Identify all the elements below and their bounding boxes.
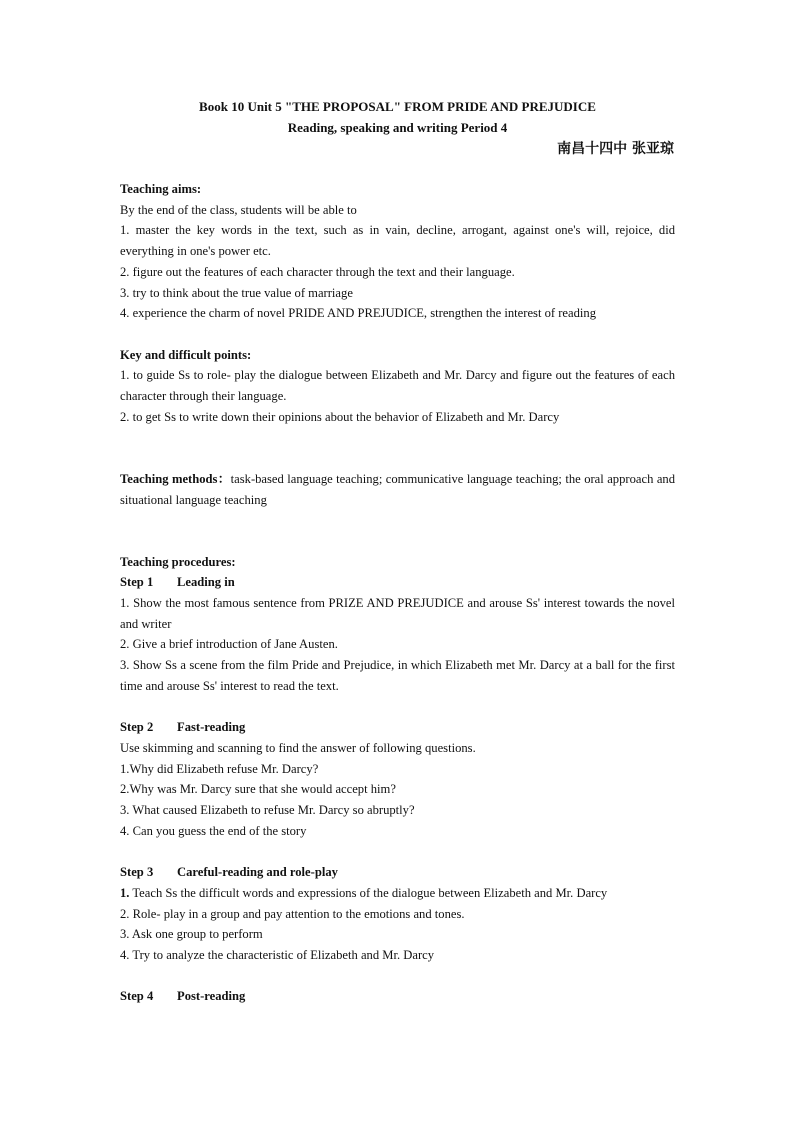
document-body	[120, 179, 675, 1007]
list-item: 1. to guide Ss to role- play the dialogue between Elizabeth and Mr. Darcy and figure out the features of each character through their language.	[120, 368, 675, 404]
list-number: 1.	[120, 885, 130, 900]
step-number: Step 4	[120, 989, 154, 1004]
section-heading: Teaching procedures:	[120, 554, 236, 569]
step-heading	[120, 717, 675, 738]
step-title: Careful-reading and role-play	[177, 865, 338, 880]
list-text: Teach Ss the difficult words and expressions of the dialogue between Elizabeth and Mr. Darcy	[129, 885, 608, 900]
list-item: 1. master the key words in the text, such as in vain, decline, arrogant, against one's will, rejoice, did everything in one's power etc.	[120, 223, 675, 259]
paragraph	[120, 469, 675, 510]
list-item: 2. figure out the features of each character through the text and their language.	[120, 264, 515, 279]
step-title: Leading in	[177, 575, 235, 590]
paragraph: By the end of the class, students will be able to	[120, 202, 357, 217]
list-item: 2. Role- play in a group and pay attention to the emotions and tones.	[120, 906, 465, 921]
list-item: 1.Why did Elizabeth refuse Mr. Darcy?	[120, 761, 319, 776]
step-title: Post-reading	[177, 989, 246, 1004]
methods-text: task-based language teaching; communicative language teaching; the oral approach and situational language teaching	[120, 471, 675, 507]
list-item: 4. experience the charm of novel PRIDE AND PREJUDICE, strengthen the interest of reading	[120, 306, 596, 321]
section-heading: Teaching methods：	[120, 471, 231, 486]
list-item: 3. What caused Elizabeth to refuse Mr. Darcy so abruptly?	[120, 803, 415, 818]
author-line: 南昌十四中 张亚琼	[557, 141, 674, 157]
list-item	[120, 883, 675, 904]
teaching-methods-section	[120, 469, 675, 510]
list-item: 3. try to think about the true value of marriage	[120, 285, 353, 300]
step-heading	[120, 862, 675, 883]
step-number: Step 1	[120, 575, 154, 590]
list-item: 3. Ask one group to perform	[120, 927, 263, 942]
list-item: 2. Give a brief introduction of Jane Austen.	[120, 637, 338, 652]
paragraph: Use skimming and scanning to find the answer of following questions.	[120, 740, 476, 755]
list-item: 2. to get Ss to write down their opinions about the behavior of Elizabeth and Mr. Darcy	[120, 409, 560, 424]
key-points-section	[120, 345, 675, 428]
step-heading	[120, 572, 675, 593]
list-item: 4. Try to analyze the characteristic of Elizabeth and Mr. Darcy	[120, 947, 435, 962]
teaching-aims-section	[120, 179, 675, 324]
list-item: 4. Can you guess the end of the story	[120, 823, 307, 838]
step-number: Step 2	[120, 720, 154, 735]
list-item: 3. Show Ss a scene from the film Pride and Prejudice, in which Elizabeth met Mr. Darcy at a ball for the first time and arouse Ss' interest to read the text.	[120, 658, 675, 693]
list-item: 1. Show the most famous sentence from PRIZE AND PREJUDICE and arouse Ss' interest towards the novel and writer	[120, 596, 675, 631]
step-number: Step 3	[120, 865, 154, 880]
step-title: Fast-reading	[177, 720, 246, 735]
list-item: 2.Why was Mr. Darcy sure that she would accept him?	[120, 782, 396, 797]
step-heading	[120, 986, 675, 1007]
section-heading: Key and difficult points:	[120, 347, 252, 362]
document-title: Book 10 Unit 5 "THE PROPOSAL" FROM PRIDE AND PREJUDICE	[199, 99, 596, 114]
document-subtitle: Reading, speaking and writing Period 4	[287, 120, 508, 135]
section-heading: Teaching aims:	[120, 182, 202, 196]
teaching-procedures-section	[120, 552, 675, 1007]
